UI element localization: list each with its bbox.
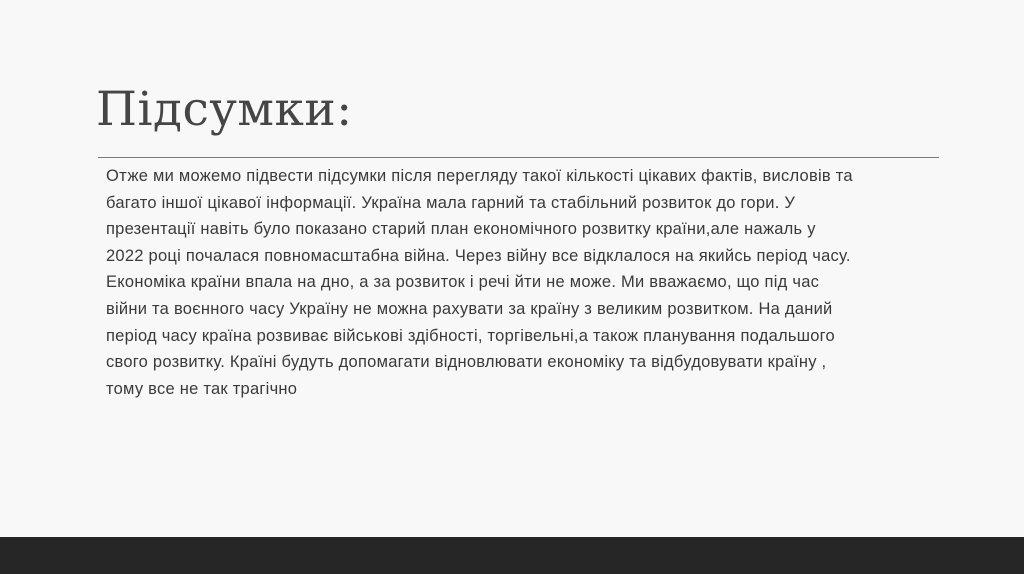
slide-title: Підсумки: [96,82,353,137]
title-divider [98,157,939,158]
slide-body-text: Отже ми можемо підвести підсумки після перегляду такої кількості цікавих фактів, висловів та багато іншої цікавої інформації. Україна мала гарний та стабільний розвиток до гори. У презентації навіть було показано старий план економічного розвитку країни,але нажаль у 2022 році почалася повномасштабна війна. Через війну все відклалося на якийсь період часу. Економіка країни впала на дно, а за розвиток і речі йти не може. Ми вважаємо, що під час війни та воєнного часу Україну не можна рахувати за країну з великим розвитком. На даний період часу країна розвиває військові здібності, торгівельні,а також планування подальшого свого розвитку. Країні будуть допомагати відновлювати економіку та відбудовувати країну , тому все не так трагічно [106,167,853,398]
footer-bar [0,537,1024,574]
